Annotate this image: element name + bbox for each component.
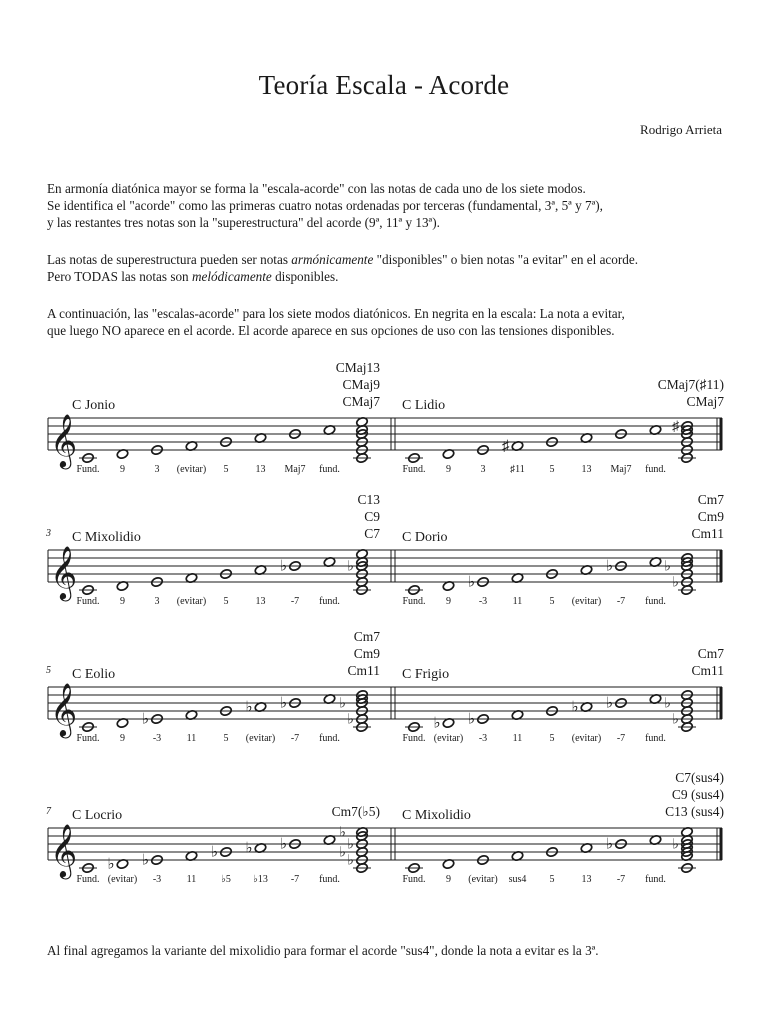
text-run: disponibles. [271, 269, 339, 284]
text-run: Las notas de superestructura pueden ser notas [47, 252, 292, 267]
intro-line: En armonía diatónica mayor se forma la "escala-acorde" con las notas de cada uno de los siete modos. [47, 181, 586, 196]
outro-paragraph [47, 942, 737, 959]
flat-icon: ♭ [141, 711, 149, 728]
intro-paragraph-2 [47, 251, 737, 285]
degree-label: 13 [581, 464, 592, 475]
degree-label: Fund. [76, 874, 100, 885]
intro-line [47, 251, 737, 268]
degree-label: fund. [319, 464, 340, 475]
flat-icon: ♭ [210, 844, 218, 861]
degree-label: 5 [223, 464, 229, 475]
flat-icon: ♭ [347, 559, 354, 575]
degree-label: Fund. [76, 733, 100, 744]
degree-label: 5 [549, 596, 555, 607]
flat-icon: ♭ [141, 852, 149, 869]
degree-label: 13 [255, 464, 266, 475]
degree-label: -7 [290, 596, 300, 607]
intro-line: que luego NO aparece en el acorde. El acorde aparece en sus opciones de uso con las tensiones disponibles. [47, 323, 615, 338]
degree-label: 11 [512, 596, 523, 607]
flat-icon: ♭ [347, 712, 354, 728]
chord-symbol: Cm11 [347, 663, 380, 678]
degree-label: (evitar) [571, 733, 602, 744]
text-run: "disponibles" o bien notas "a evitar" en el acorde. [373, 252, 639, 267]
degree-label: (evitar) [433, 733, 464, 744]
mode-name: C Mixolidio [402, 808, 471, 823]
flat-icon: ♭ [279, 558, 287, 575]
italic-term: armónicamente [291, 252, 374, 267]
degree-label: (evitar) [107, 874, 138, 885]
italic-term: melódicamente [191, 269, 272, 284]
chord-symbol: C7 [364, 526, 380, 541]
flat-icon: ♭ [467, 574, 475, 591]
chord-symbol: CMaj7 [342, 394, 380, 409]
degree-label: Maj7 [610, 464, 632, 475]
degree-label: -7 [616, 733, 626, 744]
flat-icon: ♭ [339, 696, 346, 712]
degree-label: fund. [645, 874, 666, 885]
degree-label: fund. [319, 733, 340, 744]
flat-icon: ♭ [245, 840, 253, 857]
degree-label: -7 [616, 596, 626, 607]
chord-symbol: C7(sus4) [675, 770, 724, 785]
degree-label: -3 [478, 596, 488, 607]
mode-name: C Locrio [72, 808, 123, 823]
mode-name: C Eolio [72, 667, 116, 682]
degree-label: (evitar) [245, 733, 276, 744]
mode-name: C Lidio [402, 398, 446, 413]
flat-icon: ♭ [672, 712, 679, 728]
flat-icon: ♭ [347, 837, 354, 853]
degree-label: 3 [154, 464, 160, 475]
degree-label: -7 [290, 874, 300, 885]
degree-label: fund. [645, 596, 666, 607]
degree-label: 3 [480, 464, 486, 475]
chord-symbol: Cm7 [697, 646, 724, 661]
degree-label: ♭5 [221, 874, 231, 885]
degree-label: 9 [446, 596, 451, 607]
chord-symbol: Cm7 [697, 492, 724, 507]
intro-line [47, 268, 737, 285]
degree-label: 5 [549, 874, 555, 885]
flat-icon: ♭ [279, 836, 287, 853]
measure-number: 3 [46, 528, 51, 539]
degree-label: 11 [186, 733, 197, 744]
degree-label: (evitar) [176, 464, 207, 475]
degree-label: 13 [255, 596, 266, 607]
mode-name: C Mixolidio [72, 530, 141, 545]
degree-label: ♭13 [253, 874, 268, 885]
degree-label: 9 [120, 733, 125, 744]
text-run: Pero TODAS las notas son [47, 269, 192, 284]
flat-icon: ♭ [672, 575, 679, 591]
flat-icon: ♭ [467, 711, 475, 728]
degree-label: Fund. [402, 464, 426, 475]
degree-label: 5 [223, 596, 229, 607]
degree-label: fund. [319, 874, 340, 885]
degree-label: (evitar) [468, 874, 498, 885]
degree-label: Fund. [402, 596, 426, 607]
degree-label: 11 [512, 733, 523, 744]
flat-icon: ♭ [605, 695, 613, 712]
document-title: Teoría Escala - Acorde [258, 70, 510, 100]
treble-clef-icon: 𝄞 [50, 684, 78, 735]
mode-name: C Dorio [402, 530, 448, 545]
intro-line: A continuación, las "escalas-acorde" para los siete modos diatónicos. En negrita en la escala: La nota a evitar, [47, 306, 625, 321]
degree-label: Maj7 [284, 464, 306, 475]
chord-symbol: C9 [364, 509, 380, 524]
chord-symbol: CMaj7 [686, 394, 724, 409]
chord-symbol: C13 (sus4) [665, 804, 724, 819]
degree-label: fund. [645, 464, 666, 475]
flat-icon: ♭ [664, 559, 671, 575]
degree-label: sus4 [508, 874, 527, 885]
measure-number: 7 [46, 806, 51, 817]
degree-label: Fund. [76, 596, 100, 607]
flat-icon: ♭ [107, 856, 115, 873]
chord-symbol: CMaj13 [335, 360, 380, 375]
degree-label: -3 [152, 733, 162, 744]
music-score [0, 350, 768, 910]
chord-symbol: C9 (sus4) [671, 787, 724, 802]
chord-symbol: Cm11 [691, 526, 724, 541]
treble-clef-icon: 𝄞 [50, 415, 78, 466]
degree-label: 9 [120, 596, 125, 607]
mode-name: C Jonio [72, 398, 116, 413]
flat-icon: ♭ [605, 558, 613, 575]
degree-label: 9 [446, 874, 451, 885]
flat-icon: ♭ [347, 853, 354, 869]
degree-label: 5 [223, 733, 229, 744]
chord-symbol: Cm11 [691, 663, 724, 678]
degree-label: fund. [319, 596, 340, 607]
degree-label: -7 [616, 874, 626, 885]
intro-paragraph-3 [47, 305, 737, 339]
degree-label: fund. [645, 733, 666, 744]
degree-label: 11 [186, 874, 197, 885]
degree-label: Fund. [402, 733, 426, 744]
sharp-icon: ♯ [502, 438, 510, 455]
document-author: Rodrigo Arrieta [640, 122, 722, 137]
degree-label: -3 [478, 733, 488, 744]
treble-clef-icon: 𝄞 [50, 547, 78, 598]
degree-label: 3 [154, 596, 160, 607]
measure-number: 5 [46, 665, 51, 676]
flat-icon: ♭ [605, 836, 613, 853]
chord-symbol: CMaj9 [342, 377, 380, 392]
flat-icon: ♭ [664, 696, 671, 712]
chord-symbol: Cm9 [353, 646, 380, 661]
degree-label: Fund. [402, 874, 426, 885]
degree-label: Fund. [76, 464, 100, 475]
degree-label: 9 [446, 464, 451, 475]
intro-paragraph-1 [47, 180, 737, 231]
sharp-icon: ♯ [672, 419, 679, 435]
intro-line: y las restantes tres notas son la "superestructura" del acorde (9ª, 11ª y 13ª). [47, 215, 440, 230]
intro-line: Se identifica el "acorde" como las primeras cuatro notas ordenadas por terceras (fundamental, 3ª, 5ª y 7ª), [47, 198, 603, 213]
chord-symbol: Cm7(♭5) [331, 804, 380, 819]
flat-icon: ♭ [279, 695, 287, 712]
degree-label: 5 [549, 464, 555, 475]
degree-label: -7 [290, 733, 300, 744]
degree-label: (evitar) [571, 596, 602, 607]
degree-label: -3 [152, 874, 162, 885]
degree-label: 13 [581, 874, 592, 885]
degree-label: 5 [549, 733, 555, 744]
outro-line: Al final agregamos la variante del mixolidio para formar el acorde "sus4", donde la nota a evitar es la 3ª. [47, 943, 599, 958]
flat-icon: ♭ [339, 825, 346, 841]
mode-name: C Frigio [402, 667, 450, 682]
degree-label: ♯11 [510, 464, 525, 475]
chord-symbol: Cm9 [697, 509, 724, 524]
flat-icon: ♭ [571, 699, 579, 716]
flat-icon: ♭ [672, 837, 679, 853]
degree-label: 9 [120, 464, 125, 475]
flat-icon: ♭ [245, 699, 253, 716]
treble-clef-icon: 𝄞 [50, 825, 78, 876]
flat-icon: ♭ [433, 715, 441, 732]
chord-symbol: Cm7 [353, 629, 380, 644]
chord-symbol: C13 [357, 492, 380, 507]
chord-symbol: CMaj7(♯11) [657, 377, 724, 392]
degree-label: (evitar) [176, 596, 207, 607]
flat-icon: ♭ [339, 845, 346, 861]
